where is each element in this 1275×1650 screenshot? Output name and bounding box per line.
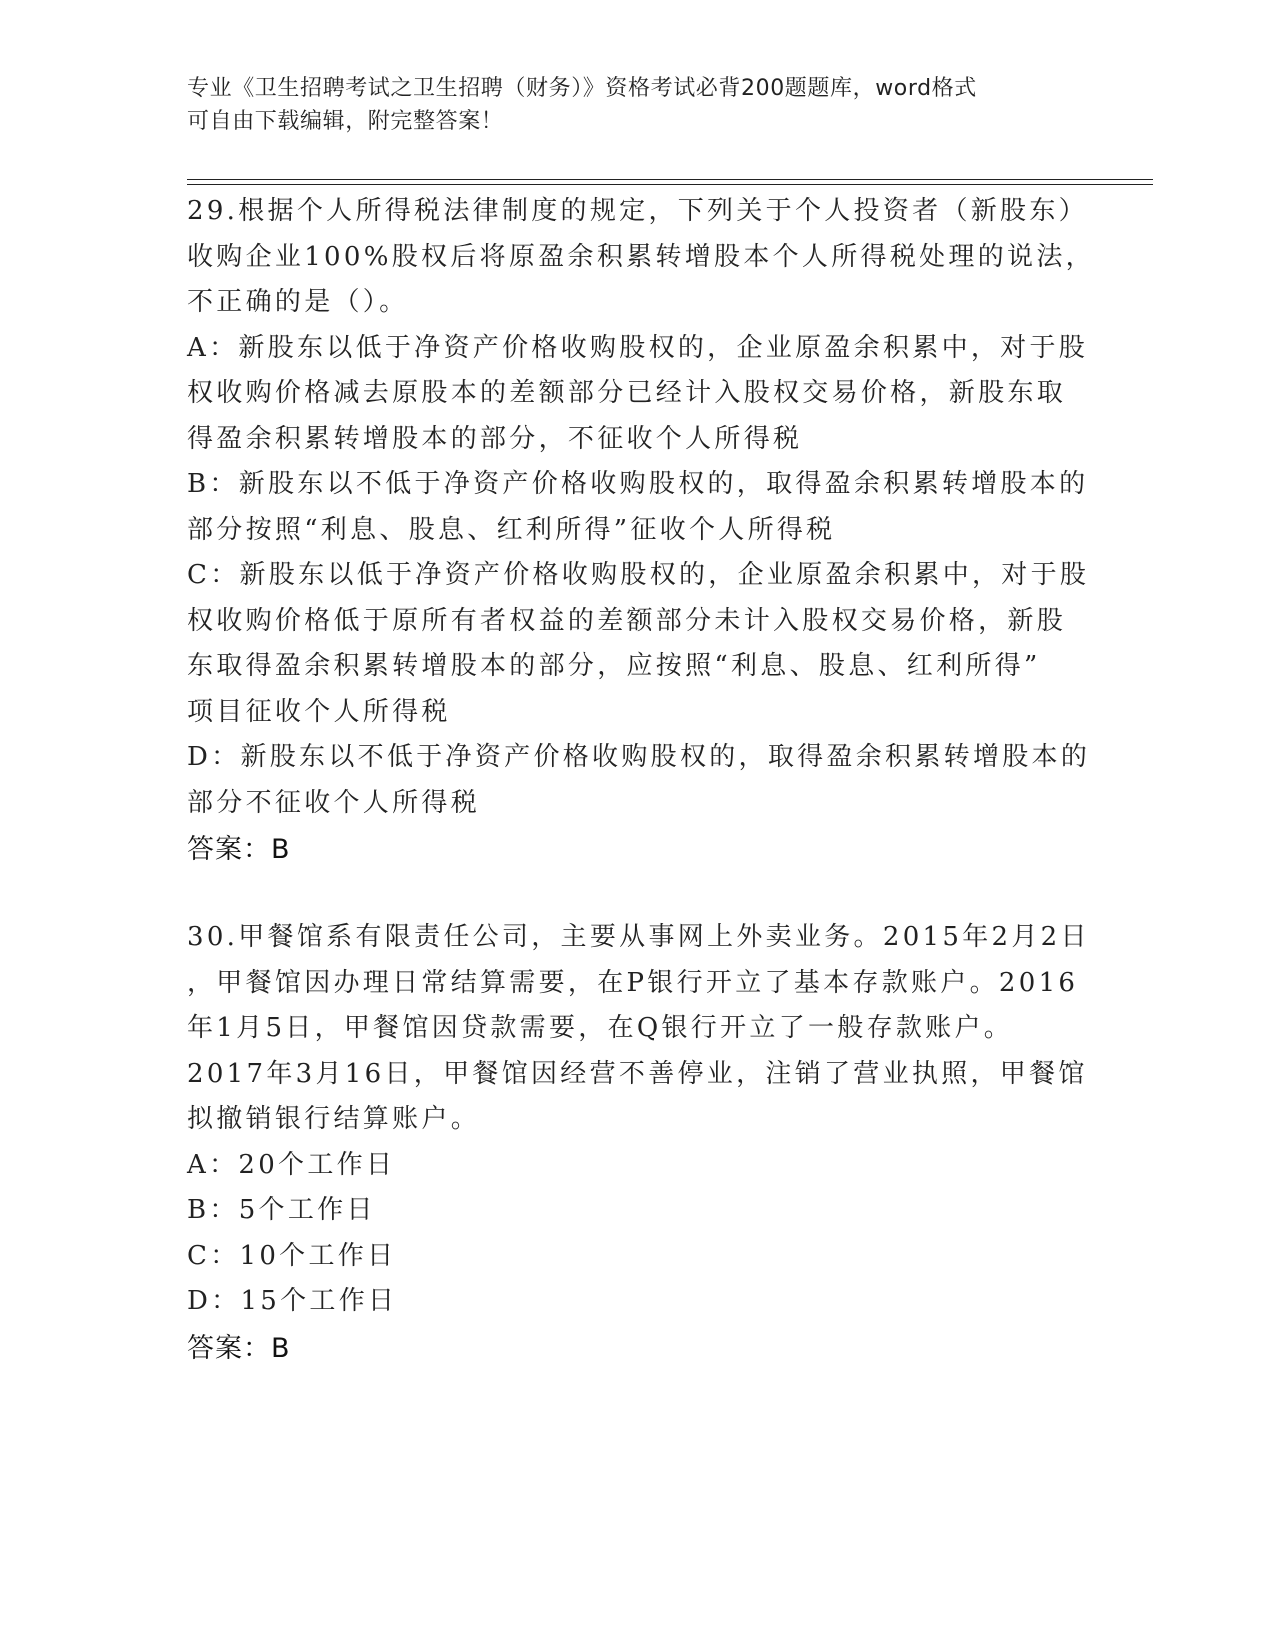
- option-c-line: C：10个工作日: [187, 1240, 397, 1271]
- stem-line: 年1月5日，甲餐馆因贷款需要，在Q银行开立了一般存款账户。: [187, 1013, 1014, 1043]
- option-b-line: B：5个工作日: [187, 1195, 376, 1225]
- stem-line: 2017年3月16日，甲餐馆因经营不善停业，注销了营业执照，甲餐馆: [187, 1058, 1088, 1089]
- option-d-line: 部分不征收个人所得税: [187, 787, 481, 818]
- option-c-line: 东取得盈余积累转增股本的部分，应按照“利息、股息、红利所得”: [187, 651, 1041, 681]
- header-line: 可自由下载编辑，附完整答案！: [187, 109, 504, 134]
- option-c-line: C：新股东以低于净资产价格收购股权的，企业原盈余积累中，对于股: [187, 560, 1090, 590]
- option-c-line: 项目征收个人所得税: [187, 696, 451, 727]
- header-divider: [187, 179, 1153, 180]
- stem-line: 29.根据个人所得税法律制度的规定，下列关于个人投资者（新股东）: [187, 196, 1088, 226]
- option-a-line: A：新股东以低于净资产价格收购股权的，企业原盈余积累中，对于股: [187, 332, 1089, 363]
- stem-line: ，甲餐馆因办理日常结算需要，在P银行开立了基本存款账户。2016: [187, 967, 1079, 998]
- header-divider: [187, 184, 1153, 185]
- option-c-line: 权收购价格低于原所有者权益的差额部分未计入股权交易价格，新股: [187, 605, 1067, 636]
- question-29: [187, 189, 1095, 873]
- header-line: 专业《卫生招聘考试之卫生招聘（财务）》资格考试必背200题题库，word格式: [187, 76, 977, 101]
- question-stem: [187, 189, 1095, 326]
- answer-label: 答案：B: [187, 834, 291, 865]
- option-b-line: B：新股东以不低于净资产价格收购股权的，取得盈余积累转增股本的: [187, 469, 1089, 499]
- stem-line: 拟撤销银行结算账户。: [187, 1104, 481, 1134]
- option-b-line: 部分按照“利息、股息、红利所得”征收个人所得税: [187, 514, 836, 545]
- option-d-line: D：新股东以不低于净资产价格收购股权的，取得盈余积累转增股本的: [187, 742, 1091, 772]
- question-stem: [187, 915, 1090, 1143]
- stem-line: 30.甲餐馆系有限责任公司，主要从事网上外卖业务。2015年2月2日: [187, 922, 1090, 952]
- option-a-line: A：20个工作日: [187, 1149, 396, 1180]
- answer-label: 答案：B: [187, 1332, 291, 1364]
- document-header: [187, 72, 1087, 138]
- question-options: [187, 326, 1091, 827]
- option-a-line: 权收购价格减去原股本的差额部分已经计入股权交易价格，新股东取: [187, 378, 1067, 408]
- option-a-line: 得盈余积累转增股本的部分，不征收个人所得税: [187, 423, 803, 454]
- stem-line: 收购企业100%股权后将原盈余积累转增股本个人所得税处理的说法，: [187, 241, 1095, 272]
- question-30: [187, 915, 1090, 1371]
- question-options: [187, 1143, 1087, 1325]
- stem-line: 不正确的是（）。: [187, 287, 409, 317]
- option-d-line: D：15个工作日: [187, 1286, 398, 1316]
